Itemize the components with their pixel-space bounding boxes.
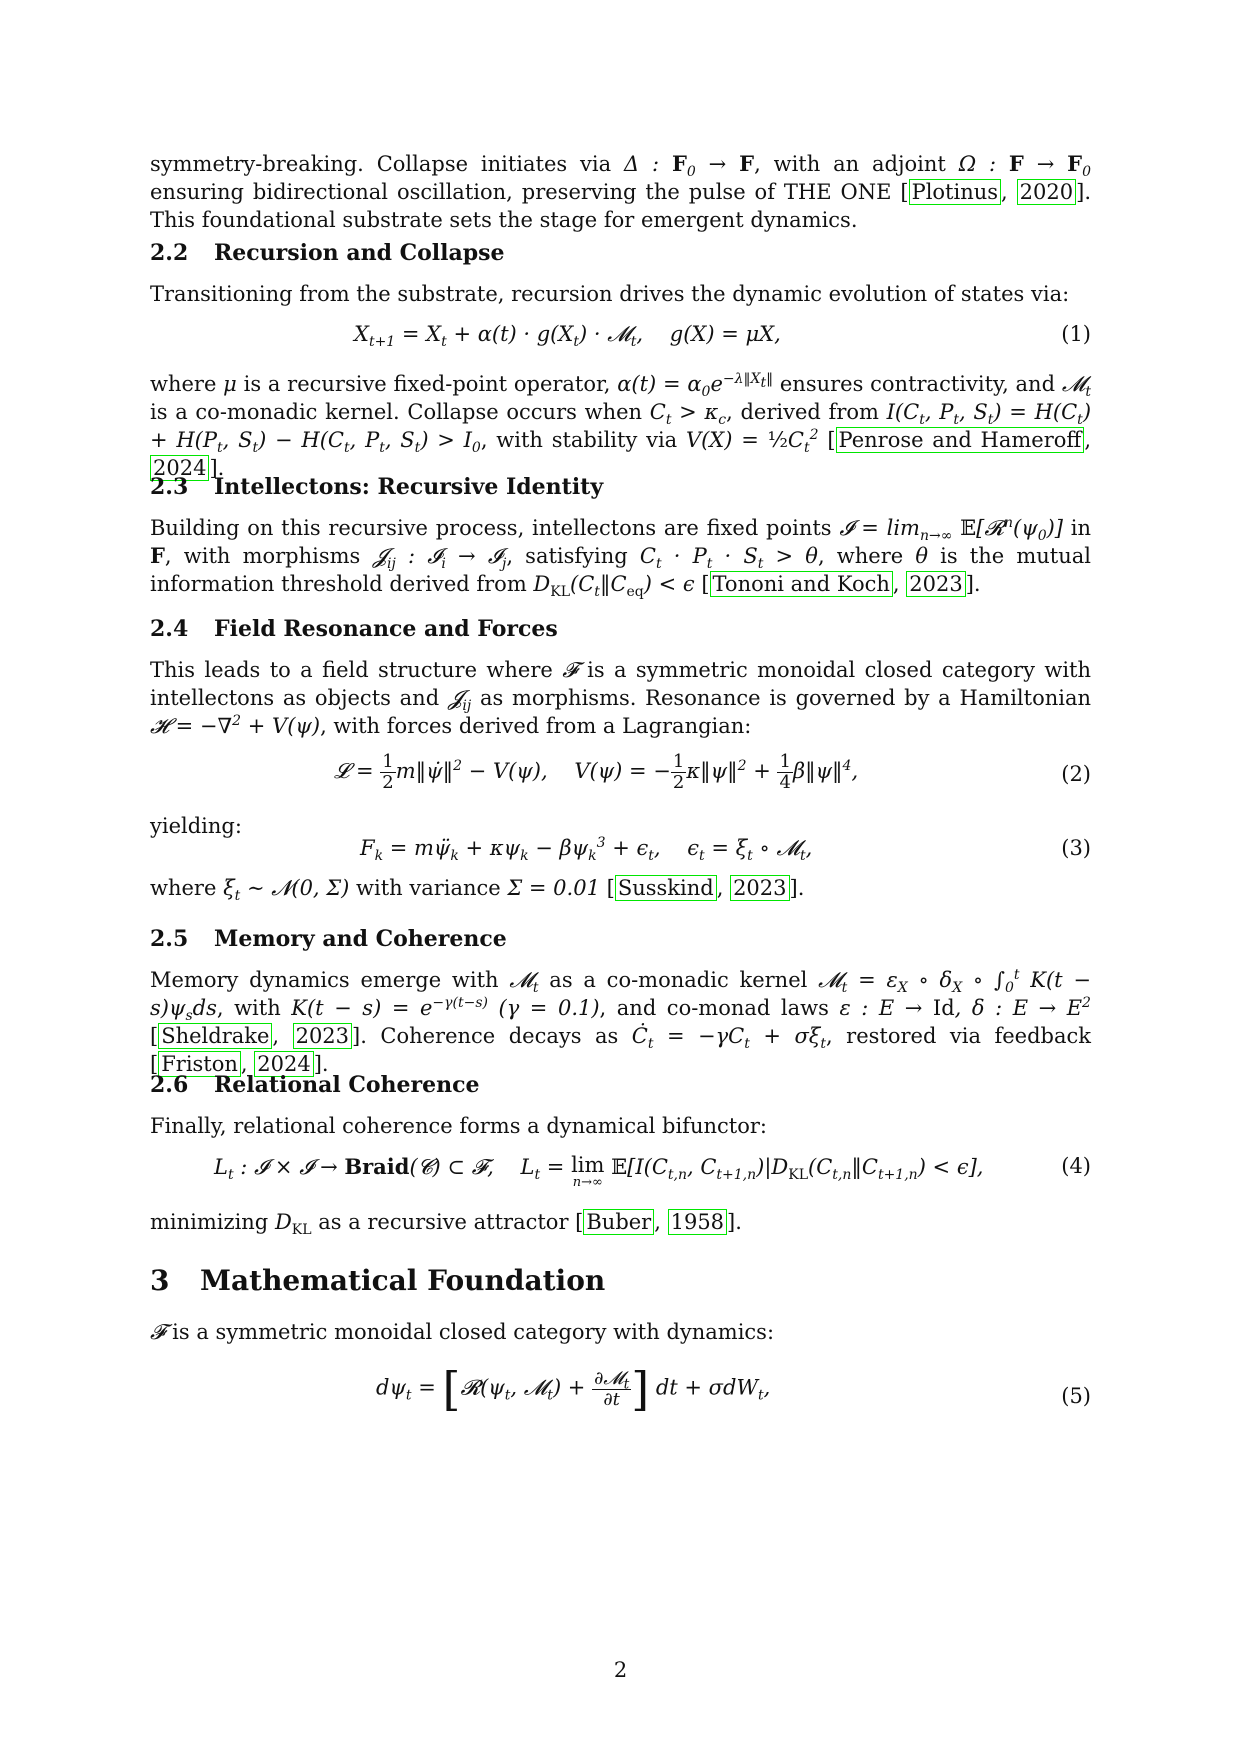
citation-penrose[interactable]: Penrose and Hameroff (836, 427, 1085, 453)
yielding-label: yielding: (150, 814, 242, 838)
equation-1: $X_{t+1} = X_t + \alpha(t) \cdot g(X_t)$ · 𝓜$_t$, g(X) = μX, (1) (354, 322, 1091, 351)
section-heading-3: 3 Mathematical Foundation (150, 1264, 606, 1297)
section-heading-2-5: 2.5 Memory and Coherence (150, 926, 507, 952)
citation-plotinus[interactable]: Plotinus (909, 179, 1001, 205)
sec26-intro: Finally, relational coherence forms a dynamical bifunctor: (150, 1114, 767, 1138)
citation-sheldrake-year[interactable]: 2023 (293, 1023, 352, 1049)
citation-tononi-year[interactable]: 2023 (906, 571, 965, 597)
citation-susskind[interactable]: Susskind (615, 875, 717, 901)
sec23-paragraph: Building on this recursive process, intellectons are fixed points 𝓘 = $\lim_{n\to\infty}$ $𝔼[𝓡^n(\psi_0)]$ in F, with morphisms 𝓙$_{ij}$ : 𝓘$_i$ → 𝓘$_j$, satisfying $C_t \cdot P_t \cdot S_t > \theta$, where θ is the mutual information threshold derived from $D_{KL}(C_t‖C_{eq}) < \epsilon$ [ Tononi and Koch , 2023 ]. (150, 515, 1091, 601)
citation-buber-year[interactable]: 1958 (668, 1209, 727, 1235)
citation-buber[interactable]: Buber (583, 1209, 654, 1235)
equation-5: $d\psi_t$ = [$𝓡(\psi_t$, 𝓜$_t$) + $\frac{\partial 𝓜_t}{\partial t}$ ] dt + σdW$_t$, (5) (376, 1362, 1091, 1416)
section-heading-2-4: 2.4 Field Resonance and Forces (150, 616, 558, 642)
citation-penrose-year[interactable]: 2024 (150, 455, 209, 481)
citation-sheldrake[interactable]: Sheldrake (158, 1023, 272, 1049)
equation-3: $F_k$ = $m\psï_k + \kappa\psi_k - \beta\psi_k^3 + \epsilon_t$, $\epsilon_t = \xi_t$ ∘ 𝓜$_t$, (3) (360, 835, 1091, 865)
section-heading-2-6: 2.6 Relational Coherence (150, 1072, 480, 1098)
sec26-paragraph: minimizing $D_{KL}$ as a recursive attractor [ Buber , 1958 ]. (150, 1210, 742, 1239)
citation-tononi[interactable]: Tononi and Koch (710, 571, 893, 597)
equation-2: 𝓛 = $\frac{1}{2}$ m‖ψ̇‖$^2$ − V(ψ), V(ψ) = − $\frac{1}{2}$ κ‖ψ‖$^2$ + $\frac{1}{4}$ β‖ψ‖$^4$, (2) (334, 751, 1091, 793)
sec22-paragraph: where μ is a recursive fixed-point operator, $\alpha(t) = \alpha_0e^{-\lambda‖X_t‖}$ ensures contractivity, and 𝓜$_t$ is a co-monadic kernel. Collapse occurs when $C_t > \kappa_c$, derived from $I(C_t$, $P_t$, $S_t) = H(C_t) + H(P_t$, $S_t) - H(C_t$, $P_t$, $S_t) > I_0$, with stability via $V(X) = \frac{1}{2}C_t^2$ [ Penrose and Hameroff , 2024 ]. (150, 371, 1092, 480)
section-heading-2-3: 2.3 Intellectons: Recursive Identity (150, 474, 604, 500)
citation-susskind-year[interactable]: 2023 (730, 875, 789, 901)
citation-friston[interactable]: Friston (158, 1051, 241, 1077)
sec24-paragraph: This leads to a field structure where 𝓕 is a symmetric monoidal closed category with intellectons as objects and 𝓙$_{ij}$ as morphisms. Resonance is governed by a Hamiltonian 𝓗 = −∇$^2$ + V(ψ), with forces derived from a Lagrangian: (150, 658, 1091, 738)
sec3-intro: 𝓕 is a symmetric monoidal closed category with dynamics: (150, 1320, 775, 1344)
sec24-noise-paragraph: where $\xi_t$ ∼ 𝓝(0, Σ) with variance Σ = 0.01 [ Susskind , 2023 ]. (150, 876, 805, 905)
citation-friston-year[interactable]: 2024 (254, 1051, 313, 1077)
intro-paragraph: symmetry-breaking. Collapse initiates via Δ : $F_0 \to F$, with an adjoint Ω : $F \to F_0$ ensuring bidirectional oscillation, preserving the pulse of THE ONE [ Plotinus , 2020 ]. This foundational substrate sets the stage for emergent dynamics. (150, 151, 1092, 232)
sec25-paragraph: Memory dynamics emerge with 𝓜$_t$ as a co-monadic kernel 𝓜$_t$ = $\varepsilon_X$ ∘ $\delta_X$ ∘ $\int_0^t$ $K(t - s)\psi_sds$, with $K(t - s) = e^{-\gamma(t-s)}$ (γ = 0.1), and co-monad laws ε : E → Id, δ : $E \to E^2$ [ Sheldrake , 2023 ]. Coherence decays as $Ċ_t = -\gamma C_t + \sigma\xi_t$, restored via feedback [ Friston , 2024 ]. (150, 967, 1091, 1076)
sec22-intro: Transitioning from the substrate, recursion drives the dynamic evolution of states via: (150, 282, 1070, 306)
equation-4: $L_t$ : 𝓘 × 𝓘 → Braid(𝓒) ⊂ 𝓕, $L_t = \lim$ n→∞ $𝔼[I(C_{t,n}$, $C_{t+1,n})|D_{KL}(C_{t,n}‖C_{t+1,n}) < \epsilon$], (4) (214, 1153, 1091, 1190)
section-heading-2-2: 2.2 Recursion and Collapse (150, 240, 505, 266)
page-number: 2 (613, 1658, 628, 1682)
citation-plotinus-year[interactable]: 2020 (1017, 179, 1076, 205)
